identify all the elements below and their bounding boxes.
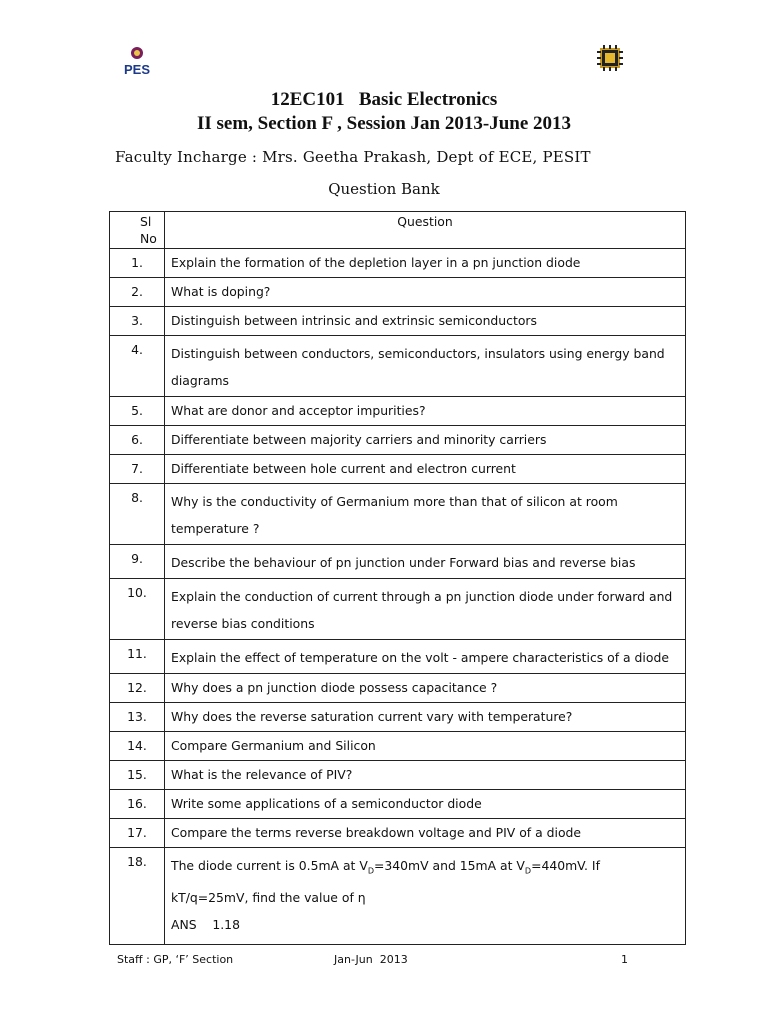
table-row xyxy=(110,455,686,484)
question-text: Explain the formation of the depletion layer in a pn junction diode xyxy=(165,249,686,278)
row-number: 10. xyxy=(110,579,165,640)
question-text: Differentiate between majority carriers and minority carriers xyxy=(165,426,686,455)
table-row xyxy=(110,848,686,945)
row-number: 12. xyxy=(110,674,165,703)
question-line-2: kT/q=25mV, find the value of η xyxy=(171,890,366,906)
row-number: 16. xyxy=(110,790,165,819)
question-text xyxy=(165,848,686,945)
table-row xyxy=(110,674,686,703)
faculty-line: Faculty Incharge : Mrs. Geetha Prakash, Dept of ECE, PESIT xyxy=(115,148,591,166)
row-number: 9. xyxy=(110,545,165,579)
question-text: Write some applications of a semiconductor diode xyxy=(165,790,686,819)
document-title: Question Bank xyxy=(328,180,440,198)
table-row xyxy=(110,278,686,307)
question-text: Distinguish between conductors, semiconductors, insulators using energy band diagrams xyxy=(165,336,686,397)
table-row xyxy=(110,819,686,848)
table-header-row xyxy=(110,212,686,249)
row-number: 2. xyxy=(110,278,165,307)
row-number: 7. xyxy=(110,455,165,484)
question-table-body xyxy=(110,249,686,848)
table-row xyxy=(110,545,686,579)
question-text: Why is the conductivity of Germanium more than that of silicon at room temperature ? xyxy=(165,484,686,545)
footer-staff: Staff : GP, ‘F’ Section xyxy=(117,953,234,966)
table-row xyxy=(110,307,686,336)
row-number: 18. xyxy=(110,848,165,945)
row-number: 11. xyxy=(110,640,165,674)
question-text: Explain the effect of temperature on the volt - ampere characteristics of a diode xyxy=(165,640,686,674)
row-number: 4. xyxy=(110,336,165,397)
table-row xyxy=(110,703,686,732)
row-number: 14. xyxy=(110,732,165,761)
pes-logo-text: PES xyxy=(123,62,151,77)
session-title: II sem, Section F , Session Jan 2013-June 2013 xyxy=(196,113,572,134)
question-line-1: The diode current is 0.5mA at $V_D=340mV$ and 15mA at $V_D=440mV$. If xyxy=(171,858,600,876)
question-text: Distinguish between intrinsic and extrinsic semiconductors xyxy=(165,307,686,336)
table-row xyxy=(110,249,686,278)
row-number: 8. xyxy=(110,484,165,545)
table-row xyxy=(110,640,686,674)
answer-line: ANS 1.18 xyxy=(171,917,240,933)
pes-logo xyxy=(118,44,156,78)
chip-logo-icon xyxy=(596,44,624,72)
row-number: 1. xyxy=(110,249,165,278)
table-row xyxy=(110,397,686,426)
question-text: Explain the conduction of current through a pn junction diode under forward and reverse bias conditions xyxy=(165,579,686,640)
table-row xyxy=(110,484,686,545)
table-row xyxy=(110,761,686,790)
question-text: Compare the terms reverse breakdown voltage and PIV of a diode xyxy=(165,819,686,848)
table-row xyxy=(110,336,686,397)
question-text: Why does the reverse saturation current vary with temperature? xyxy=(165,703,686,732)
question-text: What is doping? xyxy=(165,278,686,307)
question-text: Describe the behaviour of pn junction under Forward bias and reverse bias xyxy=(165,545,686,579)
row-number: 5. xyxy=(110,397,165,426)
table-row xyxy=(110,790,686,819)
row-number: 3. xyxy=(110,307,165,336)
table-row xyxy=(110,579,686,640)
row-number: 17. xyxy=(110,819,165,848)
row-number: 6. xyxy=(110,426,165,455)
col-header-sl-no xyxy=(110,212,165,249)
table-row xyxy=(110,732,686,761)
table-row xyxy=(110,426,686,455)
col-header-question: Question xyxy=(165,212,686,249)
row-number: 13. xyxy=(110,703,165,732)
question-text: Compare Germanium and Silicon xyxy=(165,732,686,761)
question-text: Differentiate between hole current and electron current xyxy=(165,455,686,484)
question-text: What is the relevance of PIV? xyxy=(165,761,686,790)
course-title: 12EC101 Basic Electronics xyxy=(270,89,498,110)
page-number: 1 xyxy=(621,953,628,966)
question-text: What are donor and acceptor impurities? xyxy=(165,397,686,426)
sl-no-header-text: Sl No xyxy=(140,214,157,246)
footer-date: Jan-Jun 2013 xyxy=(334,953,408,966)
row-number: 15. xyxy=(110,761,165,790)
question-text: Why does a pn junction diode possess capacitance ? xyxy=(165,674,686,703)
question-table xyxy=(109,211,686,945)
